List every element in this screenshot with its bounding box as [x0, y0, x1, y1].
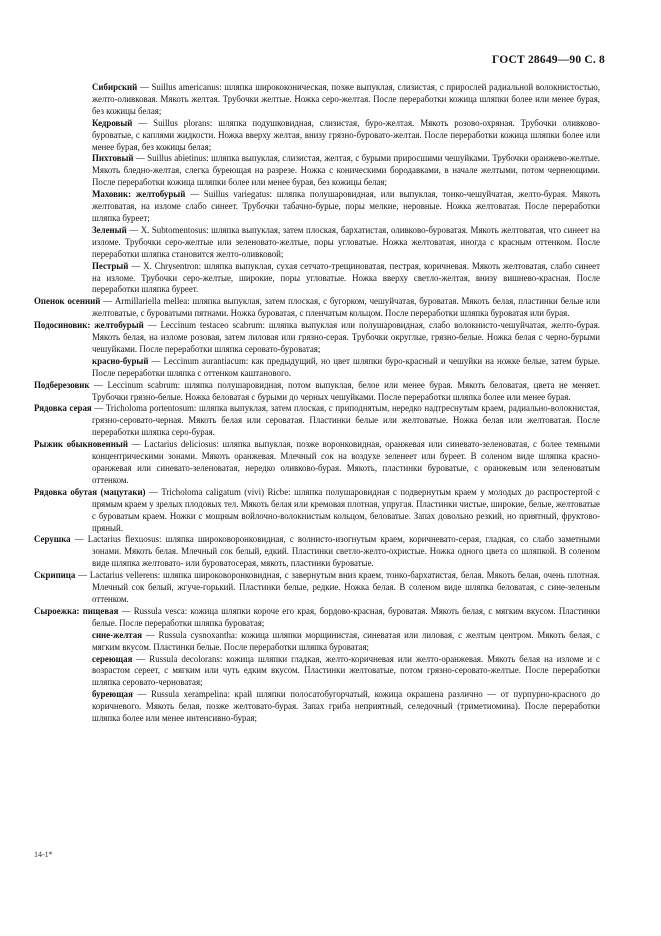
definition-entry	[34, 380, 600, 404]
entry-definition: — Russula decolorans: кожица шляпки гладкая, желто-коричневая или желто-оранжевая. Мякоть белая на изломе и с возрастом сереет, с мягким или чуть едким вкусом. Пластинки желтоватые, потом грязно-серовато-желтые. После переработки шляпка серовато-черноватая;	[92, 653, 600, 688]
entry-term: сине-желтая	[92, 629, 143, 640]
entry-definition: — Suillus plorans: шляпка подушковидная, слизистая, буро-желтая. Мякоть розово-охряная. Трубочки оливково-буроватые, с каплями жидкости. Ножка вверху желтая, внизу грязно-буровато-желтая. После переработки кожица шляпки более или менее бурая, без кожицы белая;	[92, 117, 600, 152]
entry-term: Подосиновик: желтобурый	[34, 320, 144, 331]
definition-entry	[34, 189, 600, 225]
definition-entry	[34, 630, 600, 654]
entry-definition: — Leccinum scabrum: шляпка полушаровидная, потом выпуклая, белое или менее бурая. Мякоть беловатая, цвета не меняет. Трубочки грязно-белые. Ножка беловатая с бурыми до черных чешуйками. После переработки шляпка более или менее бурая.	[89, 379, 600, 402]
definition-entry	[34, 356, 600, 380]
entry-term: Рядовка серая	[34, 403, 92, 414]
entry-definition: — Lactarius deliciosus: шляпка выпуклая, позже воронковидная, оранжевая или синевато-зеленоватая, с более темными концентрическими зонами. Мякоть оранжевая. Млечный сок на воздухе зеленеет или буреет. В соленом виде шляпка красно-оранжевая или синевато-зеленоватая, нередко оливково-бурая. Мякоть, пластинки буроватые, с оранжевым или зеленоватым оттенком.	[92, 439, 601, 485]
definition-entry	[34, 439, 600, 487]
entry-definition: — Lactarius flexuosus: шляпка широковоронковидная, с волнисто-изогнутым краем, коричневато-серая, гладкая, со слабо заметными зонами. Мякоть белая. Млечный сок белый, едкий. Пластинки светло-желто-охристые. Ножка одного цвета со шляпкой. В соленом виде шляпка желтовато- или буроватосерая, мякоть, пластинки буроватые.	[70, 534, 600, 569]
definition-entry	[34, 296, 600, 320]
entry-term: Скрипица	[34, 570, 76, 581]
definition-entry	[34, 689, 600, 725]
entry-definition: — Armillariella mellea: шляпка выпуклая, затем плоская, с бугорком, чешуйчатая, буроватая. Мякоть белая, пластинки белые или желтоватые, с буроватыми пятнами. Ножка буроватая, с пленчатым кольцом. После переработки шляпка буроватая или бурая.	[92, 296, 601, 319]
entry-term: Пестрый	[92, 260, 129, 271]
entry-term: Зеленый	[92, 224, 127, 235]
definition-entry	[34, 654, 600, 690]
entry-term: Опенок осенний	[34, 296, 101, 307]
entry-term: Рыжик обыкновенный	[34, 439, 128, 450]
definition-entry	[34, 570, 600, 606]
page-header: ГОСТ 28649—90 С. 8	[492, 54, 605, 66]
definition-entry	[34, 403, 600, 439]
definition-entry	[34, 606, 600, 630]
entry-term: сереющая	[92, 653, 133, 664]
entry-definition: — Russula vesca: кожица шляпки короче его края, бордово-красная, буроватая. Мякоть белая, с мягким вкусом. Пластинки белые. После переработки шляпка буроватая;	[92, 605, 600, 628]
entry-definition: — Tricholoma portentosum: шляпка выпуклая, затем плоская, с приподнятым, нередко надтреснутым краем, радиально-волокнистая, грязно-серовато-черная. Мякоть белая или сероватая. Пластинки белые или желтоватые. Ножка белая или желтоватая. После переработки шляпка серо-бурая.	[91, 403, 600, 438]
definition-entry	[34, 225, 600, 261]
entry-definition: — Suillus variegatus: шляпка полушаровидная, или выпуклая, тонко-чешуйчатая, желто-бурая. Мякоть желтоватая, на изломе слабо синеет. Трубочки табачно-бурые, поры мелкие, неровные. Ножка желтоватая. После переработки шляпка буреет;	[92, 189, 600, 223]
entry-definition: — X. Subtomentosus: шляпка выпуклая, затем плоская, бархатистая, оливково-буроватая. Мякоть желтоватая, что синеет на изломе. Трубочки серо-желтые или зеленовато-желтые, поры угловатые. Ножка желтоватая, иногда с красным оттенком. После переработки шляпка становится желто-оливковой;	[92, 224, 600, 259]
definition-entry	[34, 118, 600, 154]
document-body	[34, 82, 600, 725]
entry-term: Маховик: желтобурый	[92, 189, 186, 200]
entry-definition: — Suillus americanus: шляпка ширококоническая, позже выпуклая, слизистая, с прирослей радиальной волокнистостью, желто-оливковая. Мякоть желтая. Трубочки желтые. Ножка серо-желтая. После переработки кожица шляпки более или менее бурая, без кожицы белая;	[92, 82, 600, 116]
definition-entry	[34, 320, 600, 356]
entry-term: красно-бурый	[92, 355, 149, 366]
entry-definition: — X. Chrysentron: шляпка выпуклая, сухая сетчато-трещиноватая, пестрая, коричневая. Мякоть желтоватая, слабо синеет на изломе. Трубочки серо-желтые, широкие, поры угловатые. Ножка вверху светло-желтая, внизу вишнево-красная. После переработки шляпка буреет.	[92, 260, 600, 295]
definition-entry	[34, 261, 600, 297]
entry-term: буреющая	[92, 689, 133, 700]
entry-term: Сибирский	[92, 82, 138, 92]
entry-definition: — Leccinum testaceo scabrum: шляпка выпуклая или полушаровидная, слабо волокнисто-чешуйчатая, желто-бурая. Мякоть белая, на изломе розовая, затем лиловая или грязно-серая. Трубочки округлые, грязно-белые. Ножка белая с черно-бурыми чешуйками. После переработки шляпка серовато-буроватая;	[92, 320, 600, 354]
entry-definition: — Lactarius vellerens: шляпка широковоронковидная, с завернутым вниз краем, тонко-бархатистая, белая. Мякоть белая, очень плотная. Млечный сок белый, жгуче-горький. Пластинки белые, редкие. Ножка белая. В соленом виде шляпка беловатая, с сине-зеленым оттенком.	[75, 570, 600, 604]
entry-definition: — Suillus abietinus: шляпка выпуклая, слизистая, желтая, с бурыми приросшими чешуйками. Трубочки оранжево-желтые. Мякоть бледно-желтая, слегка буреющая на разрезе. Ножка с коническими бородавками, в начале желтыми, потом чернеющими. После переработки кожица шляпки более или менее бурая, без кожицы белая;	[92, 153, 600, 188]
entry-term: Рядовка обутая (мацутаки)	[34, 486, 146, 497]
entry-definition: — Leccinum aurantiacum: как предыдущий, но цвет шляпки буро-красный и чешуйки на ножке белые, затем бурые. После переработки шляпка с оттенком каштанового.	[92, 355, 600, 378]
entry-term: Сыроежка: пищевая	[34, 605, 119, 616]
entry-definition: — Russula xerampelina: край шляпки полосатобугорчатый, кожица окрашена различно — от пурпурно-красного до коричневого. Мякоть белая, позже желтовато-бурая. Запах гриба неприятный, селедочный (триметиомина). После переработки шляпка более или менее интенсивно-бурая;	[92, 689, 600, 724]
definition-entry	[34, 487, 600, 535]
definition-entry	[34, 82, 600, 118]
page-footer-mark: 14-1*	[34, 850, 53, 859]
definition-entry	[34, 534, 600, 570]
entry-term: Кедровый	[92, 117, 133, 128]
entry-definition: — Tricholoma caligatum (vivi) Ricbe: шляпка полушаровидная с подвернутым краем у молодых до распростертой с прямым краем у зрелых плодовых тел. Мякоть белая или кремовая плотная, упругая. Пластинки чистые, широкие, белые, желтоватые с буроватым краем. Ножки с мощным войлочно-волокнистым кольцом, беловатые. Запах довольно резкий, но приятный, фруктово-пряный.	[92, 486, 601, 533]
entry-definition: — Russula cysnoxantha: кожица шляпки морщинистая, синеватая или лиловая, с желтым центром. Мякоть белая, с мягким вкусом. Пластинки белые. После переработки шляпка буроватая;	[92, 629, 600, 652]
entry-term: Серушка	[34, 534, 71, 545]
definition-entry	[34, 153, 600, 189]
entry-term: Подберезовик	[34, 379, 90, 390]
entry-term: Пихтовый	[92, 153, 134, 164]
